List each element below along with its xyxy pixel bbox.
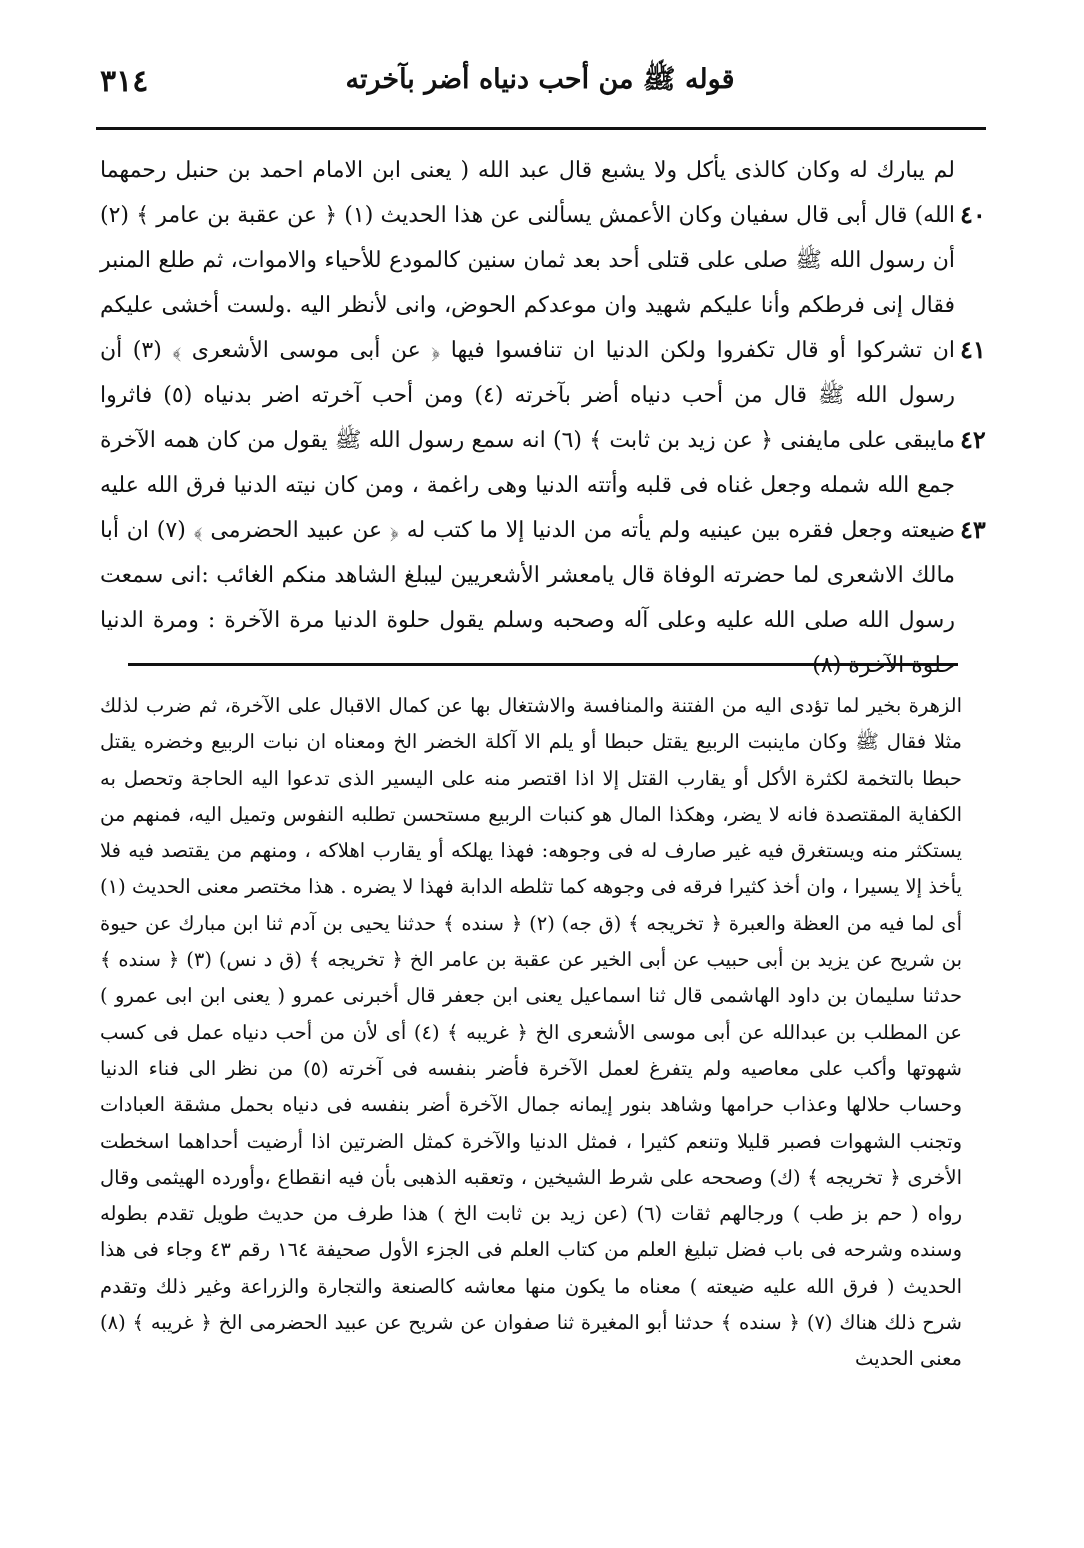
main-text (100, 148, 955, 688)
hadith-number: ٤٠ (960, 200, 986, 229)
main-paragraph: لم يبارك له وكان كالذى يأكل ولا يشبع قال عبد الله ( يعنى ابن الامام احمد بن حنبل رحمهما الله) قال أبى قال سفيان وكان الأعمش يسألنى عن هذا الحديث (١) ﴿ عن عقبة بن عامر ﴾ (٢) أن رسول الله ﷺ صلى على قتلى أحد بعد ثمان سنين كالمودع للأحياء والاموات، ثم طلع المنبر فقال إنى فرطكم وأنا عليكم شهيد وان موعدكم الحوض، وانى لأنظر اليه .ولست أخشى عليكم ان تشركوا أو قال تكفروا ولكن الدنيا ان تنافسوا فيها ﴿ عن أبى موسى الأشعرى ﴾ (٣) أن رسول الله ﷺ قال من أحب دنياه أضر بآخرته (٤) ومن أحب آخرته اضر بدنياه (٥) فاثروا مايبقى على مايفنى ﴿ عن زيد بن ثابت ﴾ (٦) انه سمع رسول الله ﷺ يقول من كان همه الآخرة جمع الله شمله وجعل غناه فى قلبه وأتته الدنيا وهى راغمة ، ومن كان نيته الدنيا فرق الله عليه ضيعته وجعل فقره بين عينيه ولم يأته من الدنيا إلا ما كتب له ﴿ عن عبيد الحضرمى ﴾ (٧) ان أبا مالك الاشعرى لما حضرته الوفاة قال يامعشر الأشعريين ليبلغ الشاهد منكم الغائب :انى سمعت رسول الله صلى الله عليه وعلى آله وصحبه وسلم يقول حلوة الدنيا مرة الآخرة : ومرة الدنيا (100, 158, 956, 633)
page-number: ٣١٤ (100, 64, 149, 99)
footnote-paragraph: الزهرة بخير لما تؤدى اليه من الفتنة والمنافسة والاشتغال بها عن كمال الاقبال على الآخرة، ثم ضرب لذلك مثلا فقال ﷺ وكان ماينبت الربيع يقتل حبطا أو يلم الا آكلة الخضر الخ ومعناه ان نبات الربيع وخضره يقتل حبطا بالتخمة لكثرة الأكل أو يقارب القتل إلا اذا اقتصر منه على اليسير الذى تدعوا اليه الحاجة وتحصل به الكفاية المقتصدة فانه لا يضر، وهكذا المال هو كنبات الربيع مستحسن تطلبه النفوس وتميل اليه، فمنهم من يستكثر منه ويستغرق فيه غير صارف له فى وجوهه: فهذا يهلكه أو يقارب اهلاكه ، ومنهم من يقتصد فيه فلا يأخذ إلا يسيرا ، وان أخذ كثيرا فرقه فى وجوهه كما تثلطه الدابة فهذا لا يضره . هذا مختصر معنى الحديث (١) أى لما فيه من العظة والعبرة ﴿ تخريجه ﴾ (ق جه) (٢) ﴿ سنده ﴾ حدثنا يحيى بن آدم ثنا ابن مبارك عن حيوة بن شريح عن يزيد بن أبى حبيب عن أبى الخير عن عقبة بن عامر الخ ﴿ تخريجه ﴾ (ق د نس) (٣) ﴿ سنده ﴾ حدثنا سليمان بن داود الهاشمى قال ثنا اسماعيل يعنى ابن جعفر قال أخبرنى عمرو ( يعنى ابن ابى عمرو ) عن المطلب بن عبدالله عن أبى موسى الأشعرى الخ ﴿ غريبه ﴾ (٤) أى لأن من أحب دنياه عمل فى كسب شهوتها وأكب على معاصيه ولم يتفرغ لعمل الآخرة فأضر بنفسه فى آخرته (٥) من نظر الى فناء الدنيا وحساب حلالها وعذاب حرامها وشاهد بنور إيمانه جمال الآخرة أضر بنفسه فى دنياه بحمل مشقة العبادات وتجنب الشهوات فصبر قليلا وتنعم كثيرا ، فمثل الدنيا والآخرة كمثل الضرتين اذا أرضيت أحداهما اسخطت الأخرى ﴿ تخريجه ﴾ (ك) وصححه على شرط الشيخين ، وتعقبه الذهبى بأن فيه انقطاع ،وأورده الهيثمى وقال رواه ( حم بز طب ) ورجالهم ثقات (٦) (عن زيد بن ثابت الخ ) هذا طرف من حديث طويل تقدم بطوله وسنده وشرحه فى باب فضل تبليغ العلم من كتاب العلم فى الجزء الأول صحيفة ١٦٤ رقم ٤٣ وجاء فى هذا الحديث ( فرق الله عليه ضيعته ) معناه ما يكون منها معاشه كالصنعة والتجارة والزراعة وغير ذلك وتقدم شرح ذلك هناك (٧) ﴿ سنده ﴾ حدثنا أبو المغيرة ثنا صفوان عن شريح عن عبيد الحضرمى الخ ﴿ غريبه ﴾ (٨) معنى الحديث (100, 694, 963, 1371)
header-rule (96, 127, 986, 130)
hadith-number: ٤٣ (960, 515, 986, 544)
footnotes (100, 688, 962, 1378)
page-header (100, 62, 980, 112)
footnote-rule (128, 663, 958, 666)
hadith-number: ٤٢ (960, 425, 986, 454)
running-title: قوله ﷺ من أحب دنياه أضر بآخرته (345, 64, 735, 95)
hadith-number: ٤١ (960, 335, 986, 364)
